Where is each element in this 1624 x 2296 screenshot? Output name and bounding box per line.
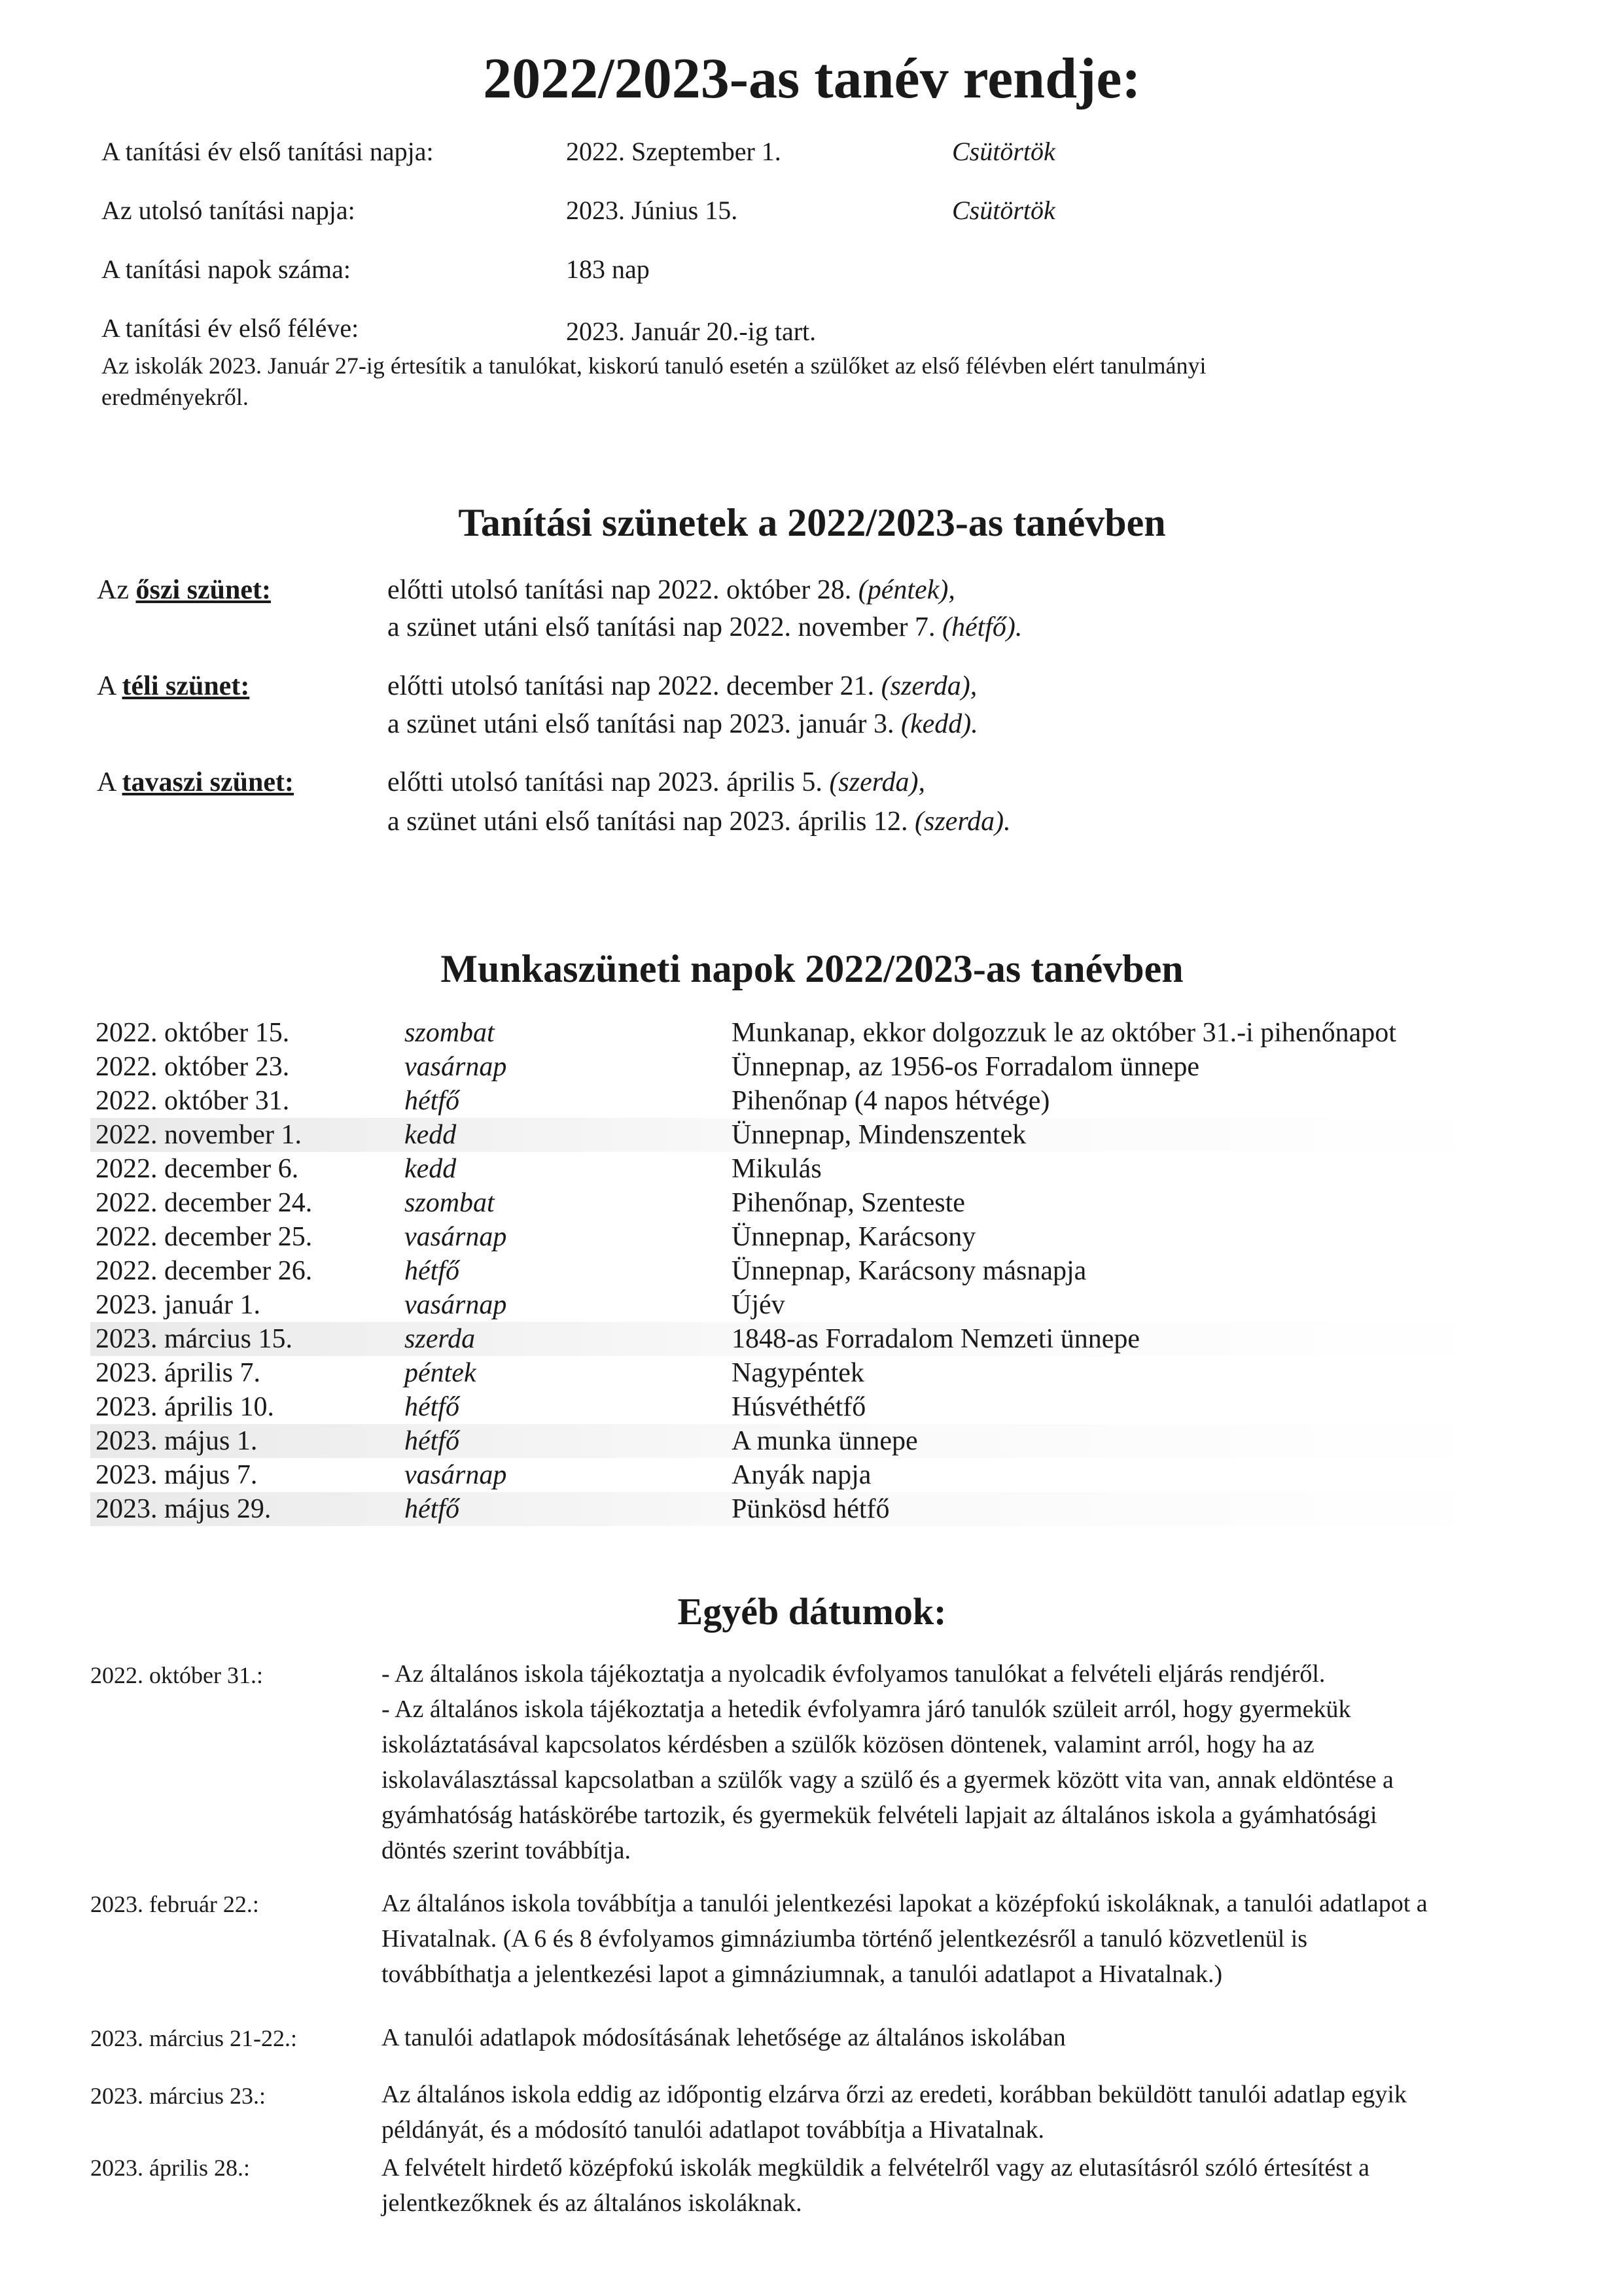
other-date-text bbox=[381, 1656, 1553, 1868]
info-label: A tanítási év első tanítási napja: bbox=[101, 137, 434, 166]
text-line: továbbíthatja a jelentkezési lapot a gimnáziumnak, a tanulói adatlapot a Hivatalnak.) bbox=[381, 1960, 1223, 1988]
text-line: A felvételt hirdető középfokú iskolák megküldik a felvételről vagy az elutasításról szóló értesítést a bbox=[381, 2154, 1370, 2182]
info-note-line: eredményekről. bbox=[101, 384, 249, 410]
break-last-day-weekday: (szerda), bbox=[881, 671, 978, 701]
holiday-date: 2023. január 1. bbox=[96, 1290, 260, 1320]
holiday-row bbox=[90, 1424, 1497, 1458]
break-last-day bbox=[387, 767, 925, 798]
info-value: 2023. Június 15. bbox=[566, 196, 738, 225]
break-name: őszi szünet: bbox=[135, 575, 271, 605]
holiday-row bbox=[90, 1458, 1497, 1492]
holiday-row bbox=[90, 1492, 1497, 1526]
text-line: gyámhatóság hatáskörébe tartozik, és gyermekük felvételi lapjait az általános iskola a gyámhatósági bbox=[381, 1801, 1377, 1829]
other-date-text bbox=[381, 2020, 1553, 2055]
other-date-text bbox=[381, 2150, 1553, 2221]
other-date-label: 2022. október 31.: bbox=[90, 1662, 263, 1688]
break-prefix: Az bbox=[97, 575, 136, 605]
holiday-row bbox=[90, 1390, 1497, 1424]
holiday-weekday: szombat bbox=[404, 1018, 495, 1048]
holiday-date: 2023. március 15. bbox=[96, 1324, 292, 1354]
break-last-day-text: előtti utolsó tanítási nap 2022. október 28. bbox=[387, 575, 858, 605]
break-first-day bbox=[387, 806, 1011, 837]
holiday-weekday: hétfő bbox=[404, 1392, 459, 1422]
break-last-day-weekday: (péntek), bbox=[858, 575, 955, 605]
other-dates-heading: Egyéb dátumok: bbox=[677, 1590, 947, 1633]
holiday-row bbox=[90, 1288, 1497, 1322]
break-first-day-text: a szünet utáni első tanítási nap 2022. november 7. bbox=[387, 612, 942, 642]
break-label bbox=[97, 767, 294, 798]
text-line: döntés szerint továbbítja. bbox=[381, 1837, 631, 1864]
holiday-row bbox=[90, 1186, 1497, 1220]
holiday-date: 2022. október 31. bbox=[96, 1086, 290, 1116]
break-first-day bbox=[387, 708, 978, 740]
other-date-label: 2023. március 21-22.: bbox=[90, 2025, 297, 2051]
break-last-day-text: előtti utolsó tanítási nap 2022. december 21. bbox=[387, 671, 881, 701]
holiday-row bbox=[90, 1016, 1497, 1050]
holiday-description: Nagypéntek bbox=[732, 1358, 864, 1388]
holiday-date: 2022. december 6. bbox=[96, 1154, 299, 1184]
other-date-label: 2023. március 23.: bbox=[90, 2083, 266, 2109]
holiday-description: Anyák napja bbox=[732, 1460, 872, 1490]
break-name: tavaszi szünet: bbox=[122, 767, 294, 797]
breaks-heading: Tanítási szünetek a 2022/2023-as tanévben bbox=[458, 501, 1166, 544]
holiday-row bbox=[90, 1322, 1497, 1356]
text-line: iskolaválasztással kapcsolatban a szülők vagy a szülő és a gyermek között vita van, annak eldöntése a bbox=[381, 1766, 1394, 1794]
holidays-heading: Munkaszüneti napok 2022/2023-as tanévben bbox=[440, 947, 1184, 990]
break-first-day-weekday: (kedd). bbox=[900, 709, 978, 739]
holiday-description: Húsvéthétfő bbox=[732, 1392, 866, 1422]
break-first-day-weekday: (szerda). bbox=[915, 807, 1011, 837]
holiday-date: 2023. május 29. bbox=[96, 1494, 272, 1524]
page-title: 2022/2023-as tanév rendje: bbox=[483, 47, 1141, 111]
holiday-date: 2022. november 1. bbox=[96, 1120, 302, 1150]
holiday-description: Ünnepnap, Mindenszentek bbox=[732, 1120, 1027, 1150]
holiday-row bbox=[90, 1220, 1497, 1254]
holiday-row bbox=[90, 1152, 1497, 1186]
holiday-weekday: szombat bbox=[404, 1188, 495, 1218]
other-date-text bbox=[381, 2077, 1553, 2148]
info-label: Az utolsó tanítási napja: bbox=[101, 196, 355, 225]
holiday-weekday: péntek bbox=[404, 1358, 476, 1388]
info-value: 183 nap bbox=[566, 254, 650, 284]
holiday-description: Pünkösd hétfő bbox=[732, 1494, 890, 1524]
holiday-row bbox=[90, 1254, 1497, 1288]
other-date-label: 2023. április 28.: bbox=[90, 2155, 250, 2181]
text-line: Az általános iskola eddig az időpontig elzárva őrzi az eredeti, korábban beküldött tanulói adatlap egyik bbox=[381, 2081, 1407, 2108]
info-label: A tanítási napok száma: bbox=[101, 254, 351, 284]
holiday-description: Pihenőnap, Szenteste bbox=[732, 1188, 965, 1218]
break-label bbox=[97, 574, 271, 606]
holiday-weekday: kedd bbox=[404, 1120, 457, 1150]
holiday-weekday: kedd bbox=[404, 1154, 457, 1184]
break-label bbox=[97, 670, 249, 702]
break-first-day bbox=[387, 612, 1022, 643]
holiday-description: Mikulás bbox=[732, 1154, 822, 1184]
break-prefix: A bbox=[97, 671, 122, 701]
holiday-date: 2022. október 15. bbox=[96, 1018, 290, 1048]
break-last-day-weekday: (szerda), bbox=[829, 767, 926, 797]
holiday-row bbox=[90, 1356, 1497, 1390]
text-line: - Az általános iskola tájékoztatja a nyolcadik évfolyamos tanulókat a felvételi eljárás rendjéről. bbox=[381, 1660, 1326, 1688]
info-value: 2023. Január 20.-ig tart. bbox=[566, 317, 817, 346]
holiday-description: Ünnepnap, Karácsony bbox=[732, 1222, 976, 1252]
holiday-weekday: szerda bbox=[404, 1324, 476, 1354]
break-name: téli szünet: bbox=[122, 671, 250, 701]
holiday-description: Pihenőnap (4 napos hétvége) bbox=[732, 1086, 1050, 1116]
break-last-day bbox=[387, 670, 977, 702]
holiday-weekday: hétfő bbox=[404, 1494, 459, 1524]
holiday-weekday: vasárnap bbox=[404, 1290, 507, 1320]
holiday-weekday: vasárnap bbox=[404, 1052, 507, 1082]
text-line: Hivatalnak. (A 6 és 8 évfolyamos gimnáziumba történő jelentkezésről a tanuló közvetlenül is bbox=[381, 1925, 1308, 1953]
other-date-label: 2023. február 22.: bbox=[90, 1891, 259, 1917]
holiday-date: 2023. május 1. bbox=[96, 1426, 258, 1456]
text-line: jelentkezőknek és az általános iskoláknak. bbox=[381, 2189, 802, 2217]
break-prefix: A bbox=[97, 767, 122, 797]
info-day: Csütörtök bbox=[952, 137, 1055, 166]
holiday-description: Újév bbox=[732, 1290, 785, 1320]
holiday-date: 2022. október 23. bbox=[96, 1052, 290, 1082]
holiday-description: Munkanap, ekkor dolgozzuk le az október 31.-i pihenőnapot bbox=[732, 1018, 1396, 1048]
holiday-row bbox=[90, 1084, 1497, 1118]
holiday-description: Ünnepnap, Karácsony másnapja bbox=[732, 1256, 1087, 1286]
holiday-row bbox=[90, 1118, 1497, 1152]
holiday-weekday: vasárnap bbox=[404, 1222, 507, 1252]
text-line: - Az általános iskola tájékoztatja a hetedik évfolyamra járó tanulók szüleit arról, hogy gyermekük bbox=[381, 1696, 1351, 1723]
holiday-date: 2022. december 26. bbox=[96, 1256, 313, 1286]
holiday-date: 2023. április 7. bbox=[96, 1358, 260, 1388]
holiday-weekday: hétfő bbox=[404, 1256, 459, 1286]
break-first-day-text: a szünet utáni első tanítási nap 2023. április 12. bbox=[387, 807, 915, 837]
break-last-day bbox=[387, 574, 955, 606]
holiday-date: 2023. április 10. bbox=[96, 1392, 274, 1422]
text-line: A tanulói adatlapok módosításának lehetősége az általános iskolában bbox=[381, 2024, 1066, 2051]
text-line: Az általános iskola továbbítja a tanulói jelentkezési lapokat a középfokú iskoláknak, a tanulói adatlapot a bbox=[381, 1890, 1428, 1917]
holiday-weekday: hétfő bbox=[404, 1086, 459, 1116]
holiday-description: A munka ünnepe bbox=[732, 1426, 918, 1456]
info-label: A tanítási év első féléve: bbox=[101, 313, 359, 343]
break-last-day-text: előtti utolsó tanítási nap 2023. április 5. bbox=[387, 767, 830, 797]
break-first-day-weekday: (hétfő). bbox=[942, 612, 1023, 642]
holiday-date: 2023. május 7. bbox=[96, 1460, 258, 1490]
text-line: példányát, és a módosító tanulói adatlapot továbbítja a Hivatalnak. bbox=[381, 2116, 1045, 2144]
holiday-description: 1848-as Forradalom Nemzeti ünnepe bbox=[732, 1324, 1140, 1354]
holiday-weekday: vasárnap bbox=[404, 1460, 507, 1490]
info-day: Csütörtök bbox=[952, 196, 1055, 225]
holiday-date: 2022. december 24. bbox=[96, 1188, 313, 1218]
holiday-weekday: hétfő bbox=[404, 1426, 459, 1456]
info-note-line: Az iskolák 2023. Január 27-ig értesítik a tanulókat, kiskorú tanuló esetén a szülőket az első félévben elért tanulmányi bbox=[101, 353, 1207, 379]
info-value: 2022. Szeptember 1. bbox=[566, 137, 781, 166]
holiday-date: 2022. december 25. bbox=[96, 1222, 313, 1252]
text-line: iskoláztatásával kapcsolatos kérdésben a szülők közösen döntenek, valamint arról, hogy ha az bbox=[381, 1731, 1315, 1758]
holiday-description: Ünnepnap, az 1956-os Forradalom ünnepe bbox=[732, 1052, 1199, 1082]
holiday-row bbox=[90, 1050, 1497, 1084]
break-first-day-text: a szünet utáni első tanítási nap 2023. január 3. bbox=[387, 709, 901, 739]
other-date-text bbox=[381, 1886, 1553, 1992]
